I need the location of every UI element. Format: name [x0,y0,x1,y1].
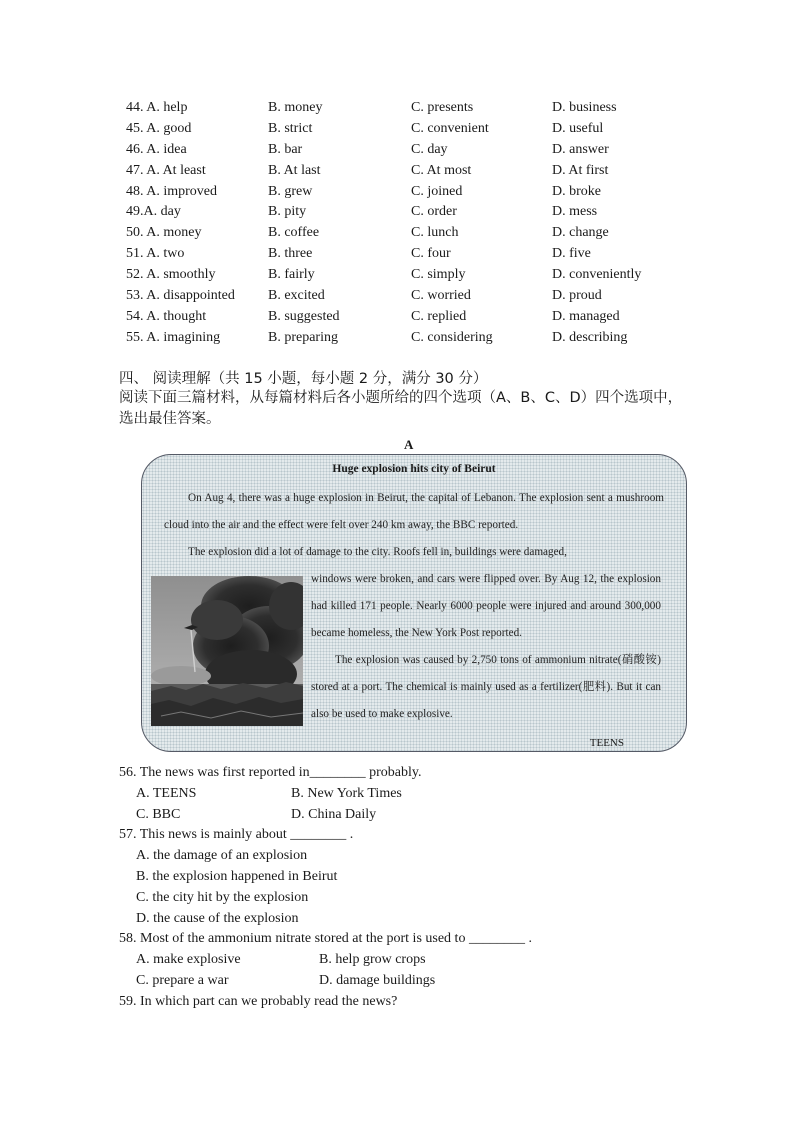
question-option[interactable]: A. make explosive [136,952,241,968]
cloze-option-row [126,202,686,223]
passage-paragraph-1: On Aug 4, there was a huge explosion in Beirut, the capital of Lebanon. The explosion sent a mushroom cloud into the air and the effect were felt over 240 km away, the BBC reported. [164,492,664,531]
question-option-row [119,784,689,805]
cloze-option-b: B. bar [268,141,303,157]
question-option[interactable]: C. prepare a war [136,972,229,988]
cloze-option-b: B. coffee [268,225,320,241]
question-option[interactable]: B. New York Times [291,785,402,801]
question-stem: 59. In which part can we probably read the news? [119,993,398,1009]
question-option[interactable]: B. the explosion happened in Beirut [136,868,338,884]
question-option-row [119,846,689,867]
passage-paragraph-3: The explosion was caused by 2,750 tons of ammonium nitrate(硝酸铵) stored at a port. The chemical is mainly used as a fertilizer(肥料). But it can also be used to make explosive. [311,654,661,720]
cloze-option-d: D. five [552,246,591,262]
cloze-option-row [126,98,686,119]
cloze-option-b: B. suggested [268,308,340,324]
cloze-option-b: B. grew [268,183,313,199]
question-option[interactable]: D. damage buildings [319,972,436,988]
cloze-option-a: 50. A. money [126,225,202,241]
passage-box [141,454,687,752]
question-option[interactable]: D. China Daily [291,806,377,822]
cloze-option-row [126,286,686,307]
cloze-option-c: C. worried [411,288,471,304]
cloze-option-c: C. simply [411,267,466,283]
cloze-option-a: 55. A. imagining [126,329,221,345]
question-option[interactable]: A. TEENS [136,785,197,801]
question-option-row [119,888,689,909]
cloze-option-c: C. day [411,141,448,157]
cloze-option-d: D. managed [552,308,620,324]
cloze-option-row [126,307,686,328]
question-option-row [119,867,689,888]
question-option[interactable]: D. the cause of the explosion [136,910,299,926]
cloze-option-b: B. At last [268,162,321,178]
cloze-option-a: 46. A. idea [126,141,187,157]
cloze-option-row [126,265,686,286]
cloze-option-row [126,223,686,244]
cloze-option-a: 54. A. thought [126,308,207,324]
cloze-option-d: D. At first [552,162,609,178]
question-option[interactable]: C. BBC [136,806,181,822]
cloze-option-row [126,140,686,161]
cloze-option-d: D. business [552,100,617,115]
cloze-option-a: 48. A. improved [126,183,217,199]
cloze-option-b: B. fairly [268,267,315,283]
cloze-option-d: D. proud [552,288,602,304]
section-heading: 四、 阅读理解（共 15 小题，每小题 2 分，满分 30 分） [119,371,488,387]
cloze-option-c: C. replied [411,308,467,324]
question-option-row [119,909,689,930]
cloze-option-a: 53. A. disappointed [126,288,235,304]
cloze-option-b: B. preparing [268,329,338,345]
question-stem: 57. This news is mainly about ________ . [119,827,354,843]
photo-graphic [151,576,303,726]
cloze-option-d: D. useful [552,120,604,136]
cloze-option-c: C. considering [411,329,493,345]
passage-paragraph-2-continued: windows were broken, and cars were flipped over. By Aug 12, the explosion had killed 171 people. Nearly 6000 people were injured and around 300,000 became homeless, the New York Post reported. [311,573,661,639]
section-instruction: 阅读下面三篇材料，从每篇材料后各小题所给的四个选项（A、B、C、D）四个选项中，选出最佳答案。 [119,390,683,427]
cloze-option-row [126,161,686,182]
cloze-option-b: B. excited [268,288,325,304]
cloze-option-c: C. At most [411,162,472,178]
cloze-option-d: D. change [552,225,609,241]
passage-letter: A [404,437,414,452]
passage-source: TEENS [589,737,624,749]
cloze-option-c: C. presents [411,100,474,115]
cloze-option-d: D. describing [552,329,628,345]
cloze-option-a: 44. A. help [126,100,188,115]
question-option[interactable]: C. the city hit by the explosion [136,889,309,905]
cloze-option-d: D. broke [552,183,601,199]
question-option-row [119,805,689,826]
cloze-option-c: C. joined [411,183,463,199]
cloze-option-row [126,119,686,140]
cloze-option-c: C. order [411,204,457,220]
question-stem: 58. Most of the ammonium nitrate stored at the port is used to ________ . [119,931,532,947]
cloze-option-a: 51. A. two [126,246,185,262]
cloze-option-a: 45. A. good [126,120,192,136]
cloze-option-c: C. lunch [411,225,459,241]
cloze-options-grid [126,98,686,349]
cloze-option-row [126,328,686,349]
question-option-row [119,950,689,971]
cloze-option-b: B. pity [268,204,307,220]
passage-title: Huge explosion hits city of Beirut [332,463,496,475]
cloze-option-c: C. four [411,246,451,262]
passage-paragraph-2-start: The explosion did a lot of damage to the city. Roofs fell in, buildings were damaged, [188,546,567,558]
cloze-option-b: B. strict [268,120,313,136]
explosion-smoke-photo-icon [151,576,303,726]
questions-area [119,763,689,1013]
cloze-option-a: 47. A. At least [126,162,206,178]
question-option-row [119,971,689,992]
cloze-option-c: C. convenient [411,120,489,136]
cloze-option-a: 52. A. smoothly [126,267,216,283]
cloze-option-row [126,244,686,265]
cloze-option-row [126,182,686,203]
cloze-option-b: B. money [268,100,323,115]
question-stem: 56. The news was first reported in________ probably. [119,765,422,780]
question-option[interactable]: B. help grow crops [319,952,426,968]
cloze-option-a: 49.A. day [126,204,181,220]
question-option[interactable]: A. the damage of an explosion [136,848,308,864]
cloze-option-d: D. answer [552,141,609,157]
cloze-option-d: D. conveniently [552,267,642,283]
cloze-option-b: B. three [268,246,313,262]
cloze-option-d: D. mess [552,204,598,220]
